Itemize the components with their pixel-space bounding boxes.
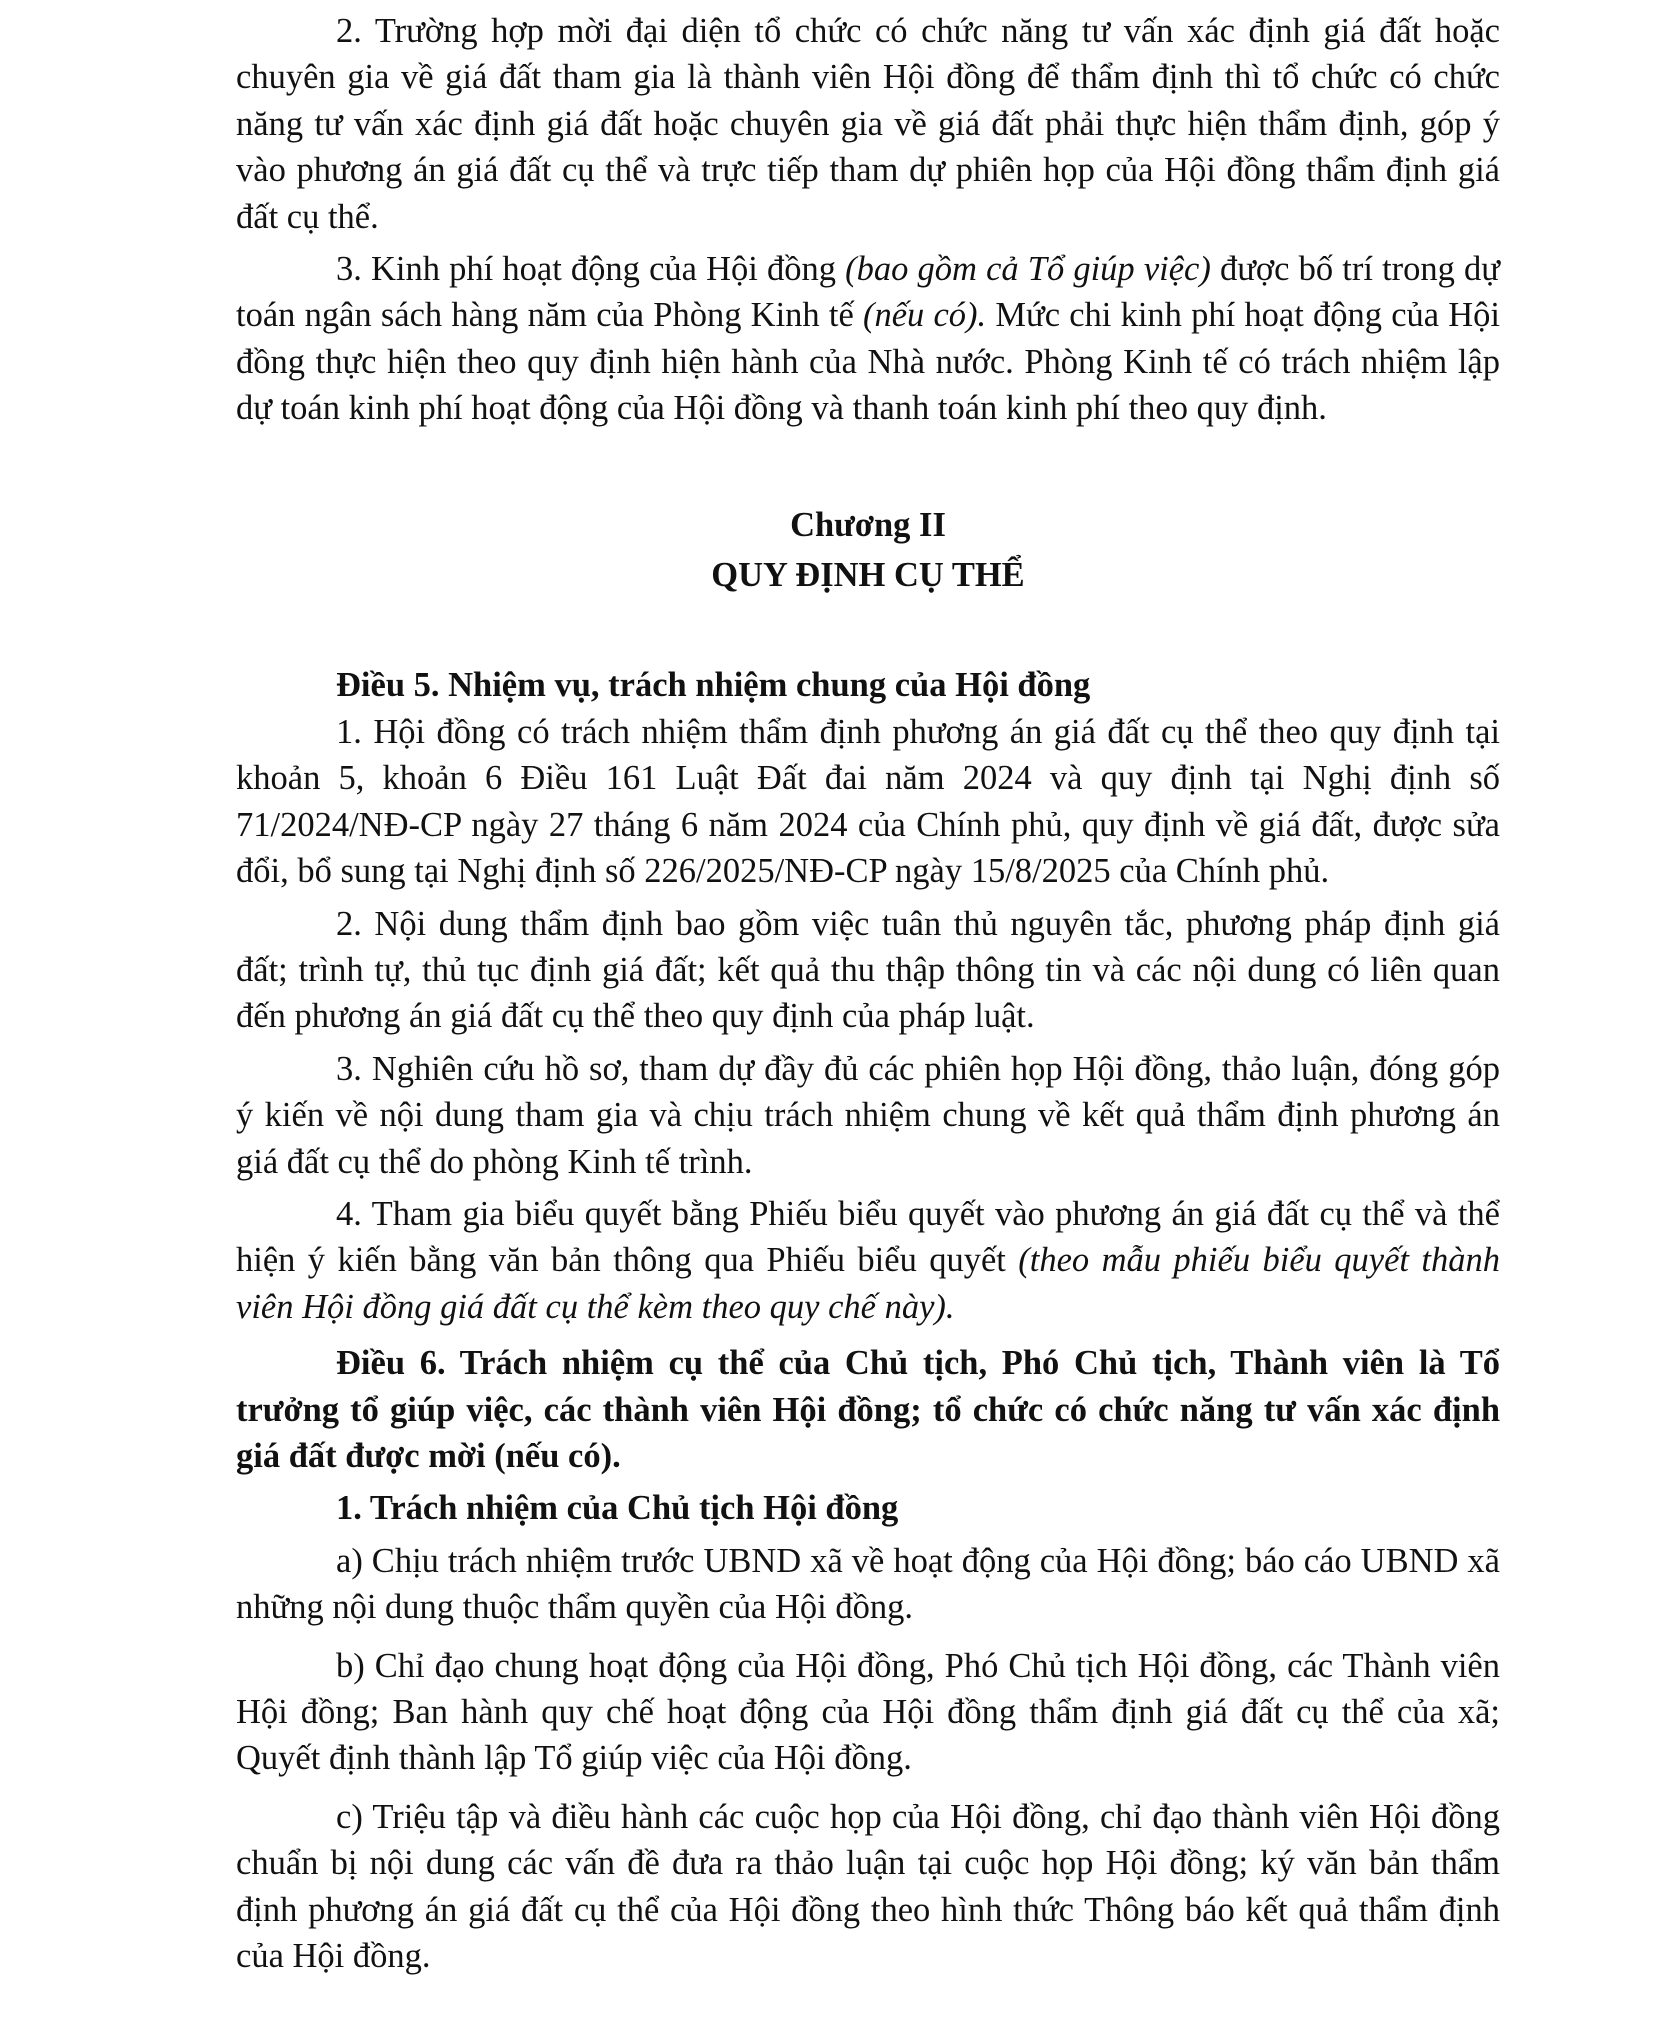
paragraph-clause-2 (236, 8, 1500, 240)
article-6-heading: Điều 6. Trách nhiệm cụ thể của Chủ tịch, Phó Chủ tịch, Thành viên là Tổ trưởng tổ giúp việc, các thành viên Hội đồng; tổ chức có chức năng tư vấn xác định giá đất được mời (nếu có). (236, 1344, 1500, 1475)
article-6-item-a: a) Chịu trách nhiệm trước UBND xã về hoạt động của Hội đồng; báo cáo UBND xã những nội dung thuộc thẩm quyền của Hội đồng. (236, 1541, 1500, 1627)
article-6-subheading: 1. Trách nhiệm của Chủ tịch Hội đồng (336, 1489, 899, 1528)
paragraph-text: được bố trí trong dự toán ngân sách hàng năm của Phòng Kinh tế (236, 250, 1500, 335)
chapter-number: Chương II (790, 505, 946, 544)
paragraph-italic-note: (theo mẫu phiếu biểu quyết thành viên Hội đồng giá đất cụ thể kèm theo quy chế này). (236, 1241, 1500, 1326)
article-6-item-c: c) Triệu tập và điều hành các cuộc họp của Hội đồng, chỉ đạo thành viên Hội đồng chuẩn bị nội dung các vấn đề đưa ra thảo luận tại cuộc họp Hội đồng; ký văn bản thẩm định phương án giá đất cụ thể của Hội đồng theo hình thức Thông báo kết quả thẩm định của Hội đồng. (236, 1797, 1500, 1976)
article-5-clause-1: 1. Hội đồng có trách nhiệm thẩm định phương án giá đất cụ thể theo quy định tại khoản 5, khoản 6 Điều 161 Luật Đất đai năm 2024 và quy định tại Nghị định số 71/2024/NĐ-CP ngày 27 tháng 6 năm 2024 của Chính phủ, quy định về giá đất, được sửa đổi, bổ sung tại Nghị định số 226/2025/NĐ-CP ngày 15/8/2025 của Chính phủ. (236, 712, 1500, 891)
article-5-clause-3: 3. Nghiên cứu hồ sơ, tham dự đầy đủ các phiên họp Hội đồng, thảo luận, đóng góp ý kiến về nội dung tham gia và chịu trách nhiệm chung về kết quả thẩm định phương án giá đất cụ thể do phòng Kinh tế trình. (236, 1049, 1500, 1181)
article-5-clause-2: 2. Nội dung thẩm định bao gồm việc tuân thủ nguyên tắc, phương pháp định giá đất; trình tự, thủ tục định giá đất; kết quả thu thập thông tin và các nội dung có liên quan đến phương án giá đất cụ thể theo quy định của pháp luật. (236, 904, 1500, 1036)
paragraph-clause-3 (236, 246, 1500, 432)
paragraph-text: 3. Kinh phí hoạt động của Hội đồng (336, 250, 846, 289)
document-page (236, 8, 1500, 1979)
paragraph-text: 2. Trường hợp mời đại diện tổ chức có chức năng tư vấn xác định giá đất hoặc chuyên gia về giá đất tham gia là thành viên Hội đồng để thẩm định thì tổ chức có chức năng tư vấn xác định giá đất hoặc chuyên gia về giá đất phải thực hiện thẩm định, góp ý vào phương án giá đất cụ thể và trực tiếp tham dự phiên họp của Hội đồng thẩm định giá đất cụ thể. (236, 12, 1500, 236)
article-5-heading: Điều 5. Nhiệm vụ, trách nhiệm chung của Hội đồng (336, 666, 1091, 705)
article-5-clause-4 (236, 1191, 1500, 1330)
paragraph-text: Mức chi kinh phí hoạt động của Hội đồng thực hiện theo quy định hiện hành của Nhà nước. Phòng Kinh tế có trách nhiệm lập dự toán kinh phí hoạt động của Hội đồng và thanh toán kinh phí theo quy định. (236, 296, 1501, 428)
article-6-item-b: b) Chỉ đạo chung hoạt động của Hội đồng, Phó Chủ tịch Hội đồng, các Thành viên Hội đồng; Ban hành quy chế hoạt động của Hội đồng thẩm định giá đất cụ thể của xã; Quyết định thành lập Tổ giúp việc của Hội đồng. (236, 1646, 1500, 1778)
paragraph-text: 4. Tham gia biểu quyết bằng Phiếu biểu quyết vào phương án giá đất cụ thể và thể hiện ý kiến bằng văn bản thông qua Phiếu biểu quyết (236, 1194, 1500, 1280)
paragraph-italic-note: (nếu có). (862, 296, 987, 335)
paragraph-italic-note: (bao gồm cả Tổ giúp việc) (845, 250, 1211, 289)
chapter-title: QUY ĐỊNH CỤ THỂ (711, 556, 1025, 595)
